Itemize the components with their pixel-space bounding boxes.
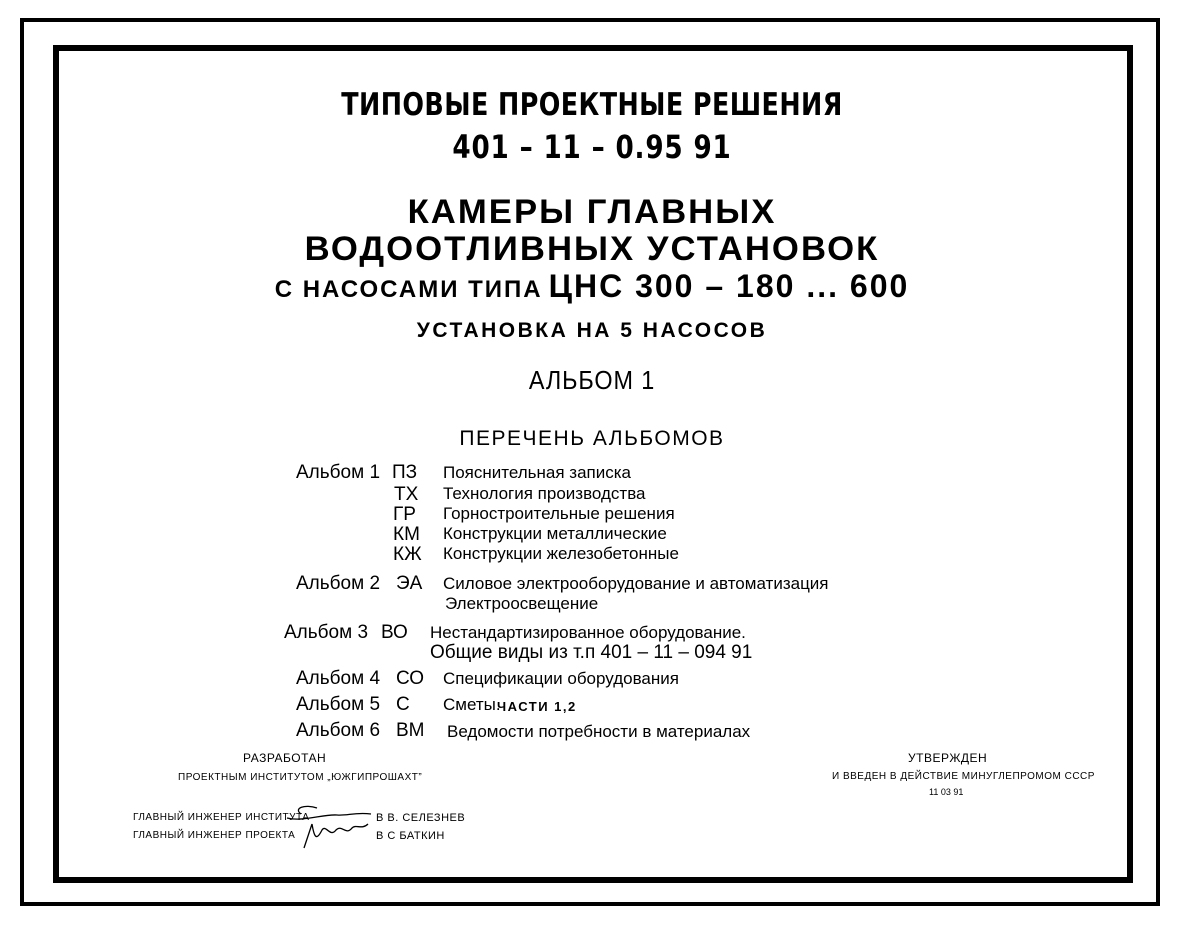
row-code: С bbox=[396, 694, 410, 715]
approval-text: И ВВЕДЕН В ДЕЙСТВИЕ МИНУГЛЕПРОМОМ СССР bbox=[832, 771, 1095, 782]
row-text: Общие виды из т.п 401 – 11 – 094 91 bbox=[430, 642, 753, 663]
row-text: Сметы. bbox=[443, 695, 501, 714]
albums-list-heading: ПЕРЕЧЕНЬ АЛЬБОМОВ bbox=[459, 427, 725, 450]
row-album-1: Альбом 1 bbox=[296, 462, 381, 483]
chief-project-label: ГЛАВНЫЙ ИНЖЕНЕР ПРОЕКТА bbox=[133, 830, 296, 841]
row-text: Силовое электрооборудование и автоматизация bbox=[443, 574, 829, 593]
row-album-3: Альбом 3 bbox=[284, 622, 369, 643]
title-line5-big: ЦНС 300 – 180 ... 600 bbox=[548, 268, 910, 304]
chief-project-name: В С БАТКИН bbox=[376, 830, 445, 842]
row-code: ЭА bbox=[396, 573, 423, 594]
row-code: ВМ bbox=[396, 720, 425, 741]
album-title: АЛЬБОМ 1 bbox=[528, 365, 656, 395]
row-album-6: Альбом 6 bbox=[296, 720, 381, 741]
row-text: Конструкции железобетонные bbox=[443, 544, 679, 563]
title-line4: ВОДООТЛИВНЫХ УСТАНОВОК bbox=[304, 230, 880, 268]
row-text: Пояснительная записка bbox=[443, 463, 632, 482]
row-code: СО bbox=[396, 668, 425, 689]
row-code: ТХ bbox=[394, 484, 419, 505]
row-code: ГР bbox=[393, 504, 416, 525]
title-line1: ТИПОВЫЕ ПРОЕКТНЫЕ РЕШЕНИЯ bbox=[341, 87, 843, 123]
row-code: ВО bbox=[381, 622, 408, 643]
row-text: Технология производства bbox=[443, 484, 646, 503]
row-album-2: Альбом 2 bbox=[296, 573, 381, 594]
row-code: КЖ bbox=[393, 544, 422, 565]
chief-institute-name: В В. СЕЛЕЗНЕВ bbox=[376, 812, 466, 824]
title-line3: КАМЕРЫ ГЛАВНЫХ bbox=[407, 193, 777, 231]
row-code: КМ bbox=[393, 524, 420, 545]
row-text: Электроосвещение bbox=[445, 594, 599, 613]
row-album-5: Альбом 5 bbox=[296, 694, 381, 715]
signature-project-icon bbox=[296, 818, 376, 854]
approval-date: 11 03 91 bbox=[929, 787, 964, 797]
approval-label: УТВЕРЖДЕН bbox=[908, 751, 988, 765]
chief-institute-label: ГЛАВНЫЙ ИНЖЕНЕР ИНСТИТУТА bbox=[133, 812, 310, 823]
developer-label: РАЗРАБОТАН bbox=[243, 751, 327, 765]
title-line5-small: С НАСОСАМИ ТИПА bbox=[274, 276, 543, 303]
row-text: Ведомости потребности в материалах bbox=[447, 722, 751, 741]
row-text: Конструкции металлические bbox=[443, 524, 667, 543]
row-text: Спецификации оборудования bbox=[443, 669, 679, 688]
developer-org: ПРОЕКТНЫМ ИНСТИТУТОМ „ЮЖГИПРОШАХТ” bbox=[178, 772, 423, 783]
row-code: ПЗ bbox=[392, 462, 418, 483]
title-code: 401 – 11 – 0.95 91 bbox=[452, 128, 732, 166]
row-extra: ЧАСТИ 1,2 bbox=[497, 699, 577, 714]
row-text: Нестандартизированное оборудование. bbox=[430, 623, 746, 642]
title-line6: УСТАНОВКА НА 5 НАСОСОВ bbox=[416, 319, 768, 342]
row-text: Горностроительные решения bbox=[443, 504, 675, 523]
title-line5 bbox=[0, 270, 1184, 302]
row-album-4: Альбом 4 bbox=[296, 668, 381, 689]
